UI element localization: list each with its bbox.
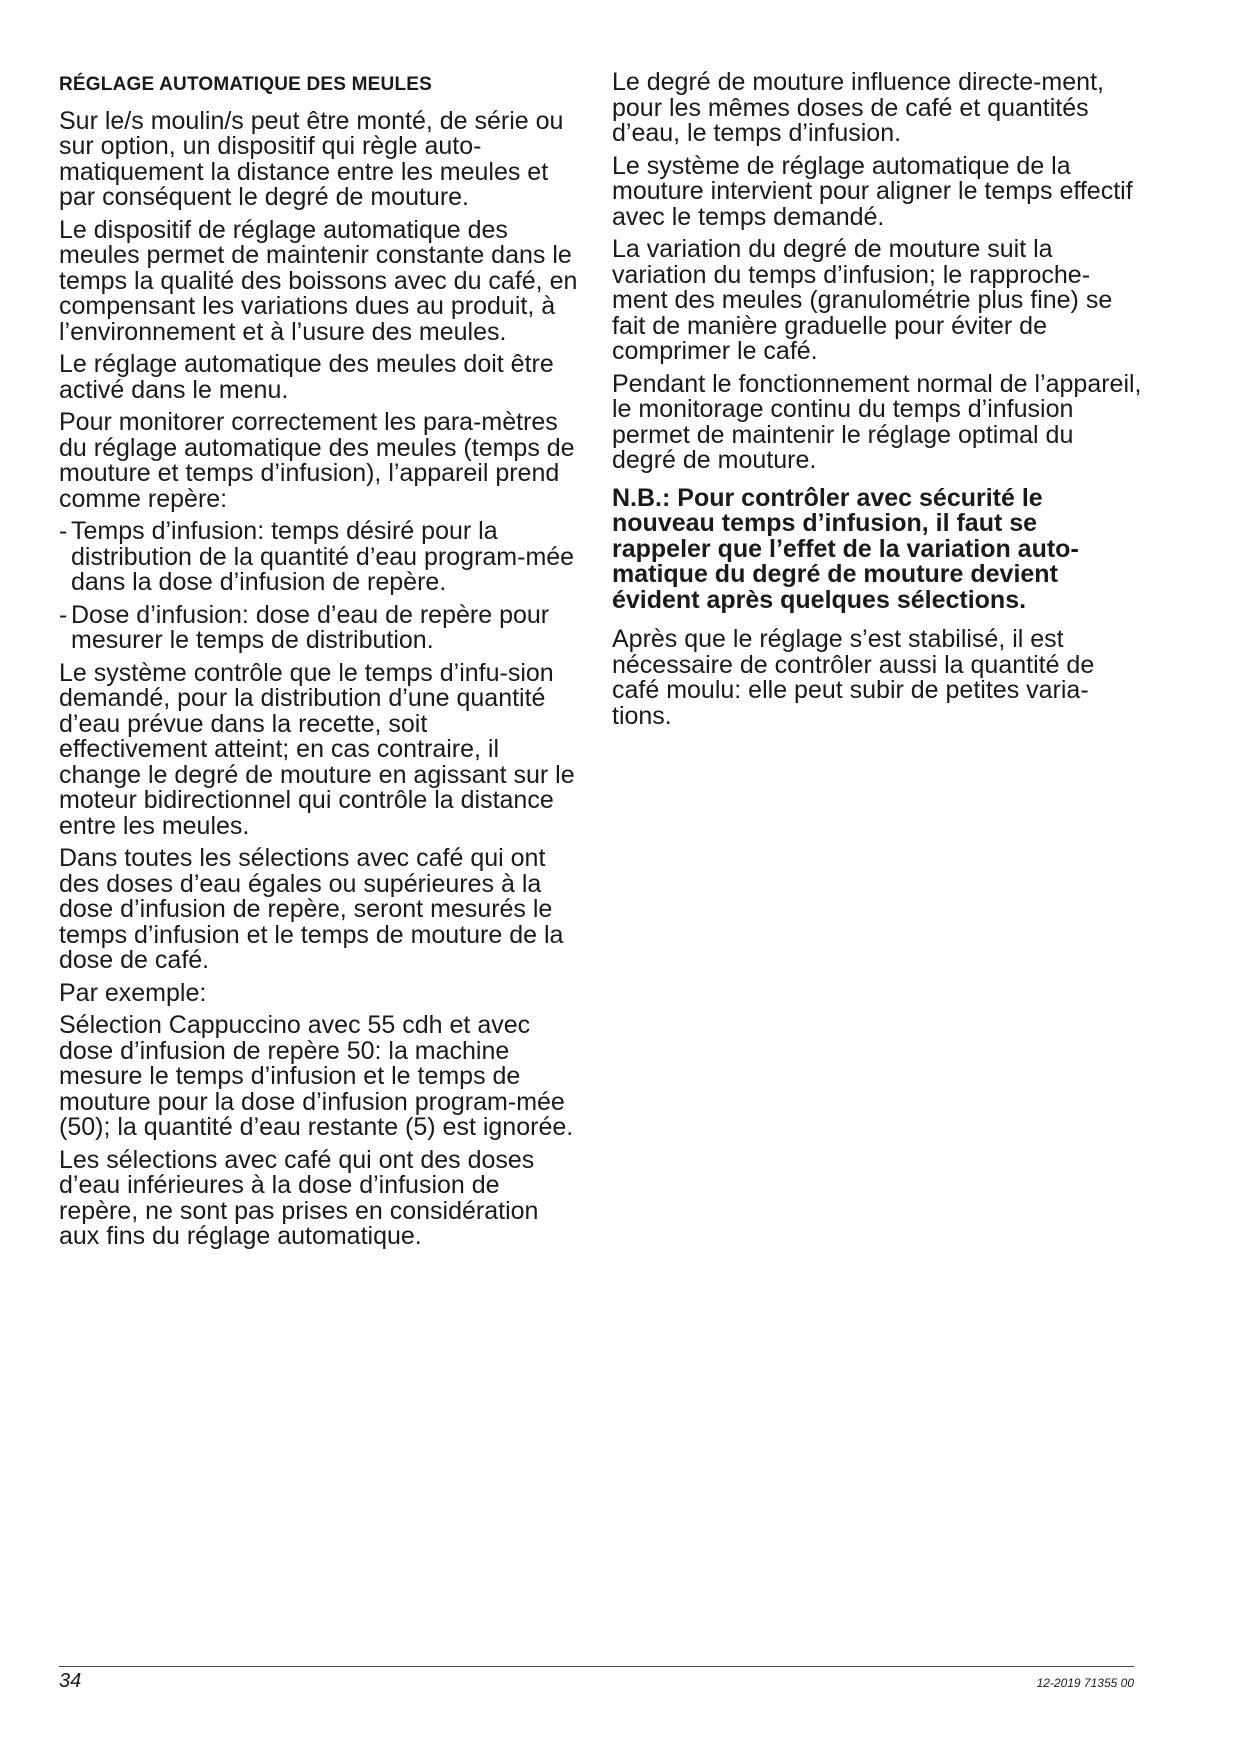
list-item	[59, 519, 579, 596]
footer-divider	[59, 1666, 1134, 1667]
section-heading: RÉGLAGE AUTOMATIQUE DES MEULES	[59, 74, 433, 95]
list-dash: -	[59, 517, 68, 546]
paragraph: Dans toutes les sélections avec café qui ont des doses d’eau égales ou supérieures à la dose d’infusion de repère, seront mesurés le temps d’infusion et le temps de mouture de la dose de café.	[59, 844, 564, 975]
paragraph: Le réglage automatique des meules doit être activé dans le menu.	[59, 350, 554, 404]
page-number: 34	[59, 1670, 82, 1692]
paragraph: La variation du degré de mouture suit la variation du temps d’infusion; le rapproche-ment des meules (granulométrie plus fine) se fait de manière graduelle pour éviter de comprimer le café.	[612, 235, 1113, 365]
right-column	[612, 70, 1142, 736]
paragraph: Après que le réglage s’est stabilisé, il est nécessaire de contrôler aussi la quantité de café moulu: elle peut subir de petites varia-tions.	[612, 625, 1095, 730]
paragraph: Pour monitorer correctement les para-mètres du réglage automatique des meules (temps de mouture et temps d’infusion), l’appareil prend comme repère:	[59, 408, 575, 513]
list-item-text: Dose d’infusion: dose d’eau de repère pour mesurer le temps de distribution.	[71, 600, 550, 655]
paragraph: Le dispositif de réglage automatique des meules permet de maintenir constante dans le temps la qualité des boissons avec du café, en compensant les variations dues au produit, à l’environnement et à l’usure des meules.	[59, 215, 578, 346]
paragraph: Pendant le fonctionnement normal de l’appareil, le monitorage continu du temps d’infusion permet de maintenir le réglage optimal du degré de mouture.	[612, 369, 1142, 474]
note-paragraph: N.B.: Pour contrôler avec sécurité le nouveau temps d’infusion, il faut se rappeler que l’effet de la variation auto-matique du degré de mouture devient évident après quelques sélections.	[612, 483, 1079, 614]
paragraph: Le système de réglage automatique de la mouture intervient pour aligner le temps effectif avec le temps demandé.	[612, 151, 1133, 231]
left-column	[59, 70, 579, 1257]
paragraph: Les sélections avec café qui ont des doses d’eau inférieures à la dose d’infusion de repère, ne sont pas prises en considération aux fins du réglage automatique.	[59, 1145, 539, 1251]
list-item-text: Temps d’infusion: temps désiré pour la distribution de la quantité d’eau program-mée dans la dose d’infusion de repère.	[71, 517, 575, 597]
paragraph: Par exemple:	[59, 978, 207, 1007]
document-code: 12-2019 71355 00	[1036, 1676, 1134, 1690]
paragraph: Le système contrôle que le temps d’infu-sion demandé, pour la distribution d’une quantité d’eau prévue dans la recette, soit effectivement atteint; en cas contraire, il change le degré de mouture en agissant sur le moteur bidirectionnel qui contrôle la distance entre les meules.	[59, 658, 575, 840]
paragraph: Sélection Cappuccino avec 55 cdh et avec dose d’infusion de repère 50: la machine mesure le temps d’infusion et le temps de mouture pour la dose d’infusion program-mée (50); la quantité d’eau restante (5) est ignorée.	[59, 1011, 574, 1142]
paragraph: Sur le/s moulin/s peut être monté, de série ou sur option, un dispositif qui règle auto-matiquement la distance entre les meules et par conséquent le degré de mouture.	[59, 106, 564, 212]
list-dash: -	[59, 600, 68, 629]
paragraph: Le degré de mouture influence directe-ment, pour les mêmes doses de café et quantités d’eau, le temps d’infusion.	[612, 68, 1104, 147]
list-item	[59, 600, 579, 655]
